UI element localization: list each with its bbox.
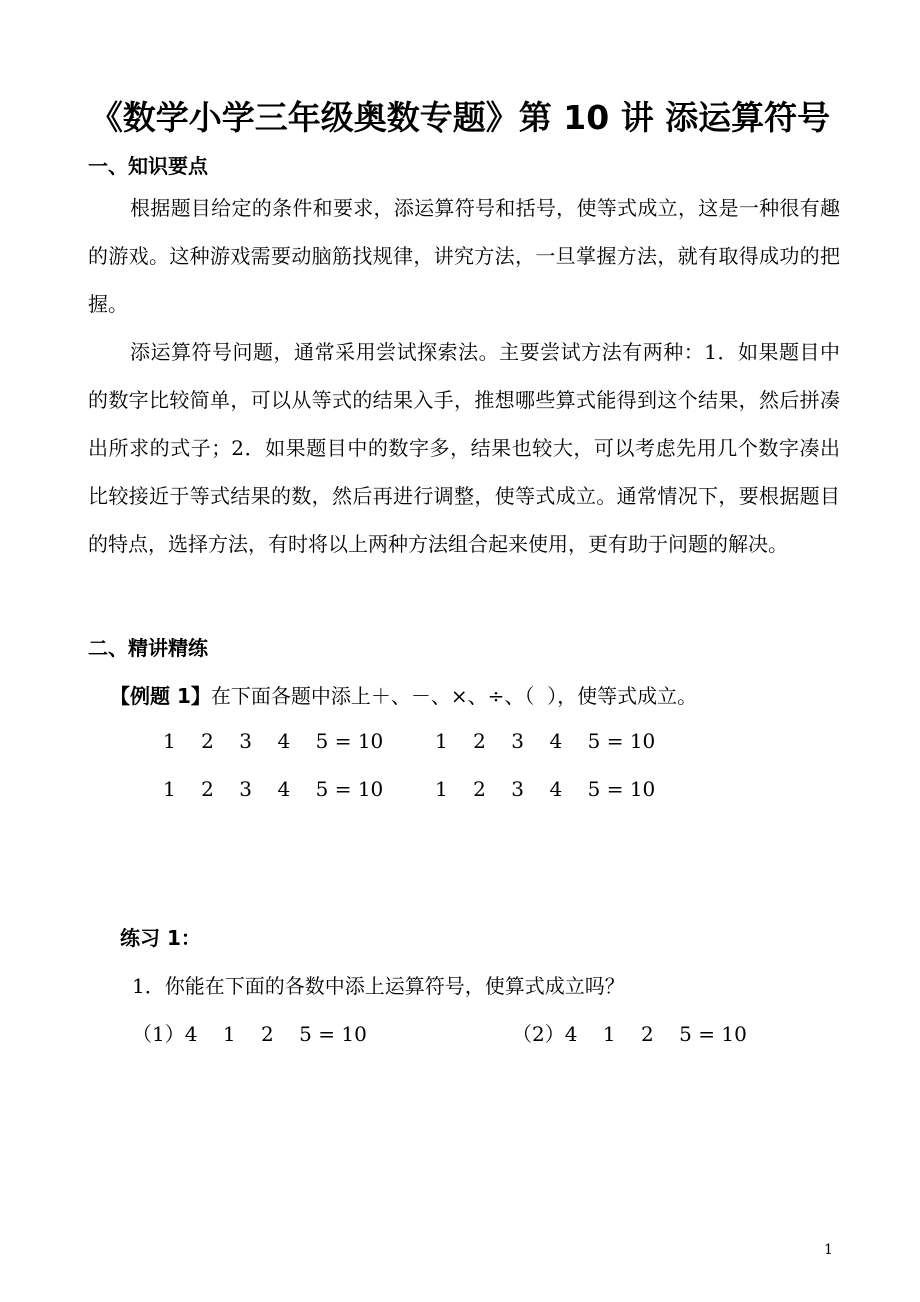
section-heading-knowledge: 一、知识要点	[88, 154, 208, 178]
practice-item-1: （1）4 1 2 5 = 10	[132, 1022, 367, 1046]
equation-1: 1 2 3 4 5 = 10	[163, 729, 384, 753]
paragraph-intro: 根据题目给定的条件和要求，添运算符号和括号，使等式成立，这是一种很有趣的游戏。这种游戏需要动脑筋找规律，讲究方法，一旦掌握方法，就有取得成功的把握。	[88, 196, 840, 316]
equation-3: 1 2 3 4 5 = 10	[163, 777, 384, 801]
page-title: 《数学小学三年级奥数专题》第 10 讲 添运算符号	[89, 98, 831, 137]
paragraph-methods: 添运算符号问题，通常采用尝试探索法。主要尝试方法有两种：1．如果题目中的数字比较简单，可以从等式的结果入手，推想哪些算式能得到这个结果，然后拼凑出所求的式子；2．如果题目中的数字多，结果也较大，可以考虑先用几个数字凑出比较接近于等式结果的数，然后再进行调整，使等式成立。通常情况下，要根据题目的特点，选择方法，有时将以上两种方法组合起来使用，更有助于问题的解决。	[88, 340, 840, 556]
page-number: 1	[824, 1242, 833, 1258]
practice-question-1: 1．你能在下面的各数中添上运算符号，使算式成立吗？	[132, 974, 625, 998]
example-1	[110, 680, 697, 709]
section-heading-practice: 二、精讲精练	[88, 636, 208, 660]
equation-4: 1 2 3 4 5 = 10	[435, 777, 656, 801]
example-text: 在下面各题中添上＋、－、×、÷、（ ），使等式成立。	[210, 684, 698, 708]
practice-item-2: （2）4 1 2 5 = 10	[512, 1022, 747, 1046]
equation-2: 1 2 3 4 5 = 10	[435, 729, 656, 753]
example-label: 【例题 1】	[110, 684, 211, 708]
practice-label: 练习 1：	[120, 926, 201, 950]
